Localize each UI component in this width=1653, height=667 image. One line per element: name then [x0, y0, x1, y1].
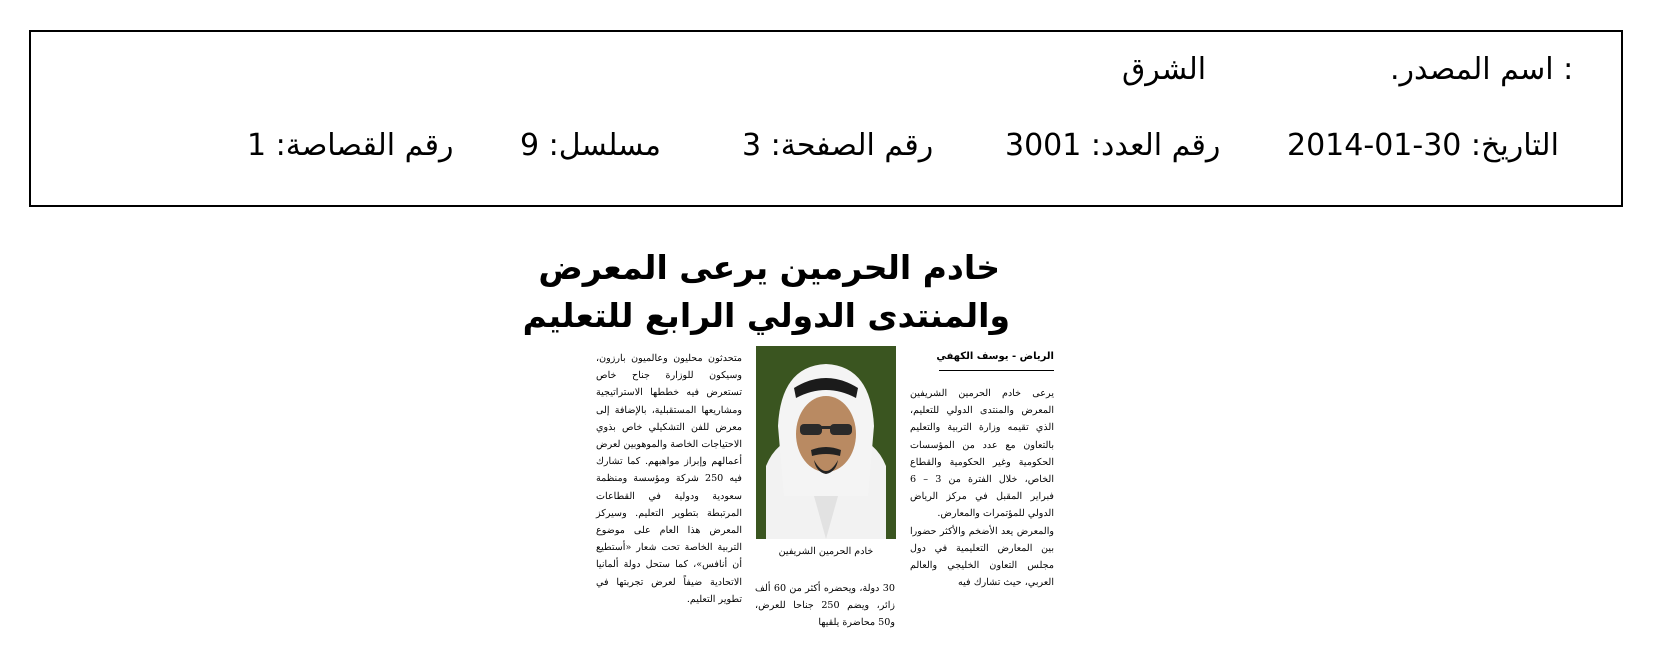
page-number-field: رقم الصفحة: 3 [742, 128, 934, 163]
source-value: الشرق [1122, 52, 1207, 87]
article-paragraph: متحدثون محليون وعالميون بارزون، وسيكون للوزارة جناح خاص تستعرض فيه خططها الاستراتيجية ومشاريعها المستقبلية، بالإضافة إلى معرض للفن التشكيلي خاص بذوي الاحتياجات الخاصة والموهوبين لعرض أعمالهم وإبراز مواهبهم. كما تشارك فيه 250 شركة ومؤسسة ومنظمة سعودية ودولية في القطاعات المرتبطة بتطوير التعليم. وسيركز المعرض هذا العام على موضوع التربية الخاصة تحت شعار «أستطيع أن أنافس»، كما ستحل دولة ألمانيا الاتحادية ضيفاً لعرض تجربتها في تطوير التعليم. [596, 353, 742, 605]
headline-line-2: والمنتدى الدولي الرابع للتعليم [522, 296, 1010, 335]
article-column-middle [755, 580, 895, 632]
article-paragraph: والمعرض يعد الأضخم والأكثر حضورا بين المعارض التعليمية في دول مجلس التعاون الخليجي والعالم العربي، حيث تشارك فيه [910, 525, 1054, 589]
clipping-header-box [29, 30, 1623, 207]
date-field: التاريخ: 30-01-2014 [1287, 128, 1559, 163]
article-paragraph: يرعى خادم الحرمين الشريفين المعرض والمنتدى الدولي للتعليم، الذي تقيمه وزارة التربية والتعليم بالتعاون مع عدد من المؤسسات الحكومية وغير الحكومية والقطاع الخاص، خلال الفترة من 3 – 6 فبراير المقبل في مركز الرياض الدولي للمؤتمرات والمعارض. [910, 388, 1054, 520]
headline-line-1: خادم الحرمين يرعى المعرض [538, 248, 1000, 287]
clip-number-field: رقم القصاصة: 1 [247, 128, 454, 163]
issue-number-field: رقم العدد: 3001 [1005, 128, 1221, 163]
photo-caption: خادم الحرمين الشريفين [778, 546, 874, 557]
byline: الرياض - يوسف الكهفي [936, 351, 1054, 362]
serial-field: مسلسل: 9 [520, 128, 661, 163]
article-column-left [596, 350, 742, 608]
article-column-right [910, 348, 1054, 591]
source-label: .اسم المصدر : [1390, 52, 1574, 87]
portrait-photo [756, 346, 896, 539]
byline-divider [939, 370, 1054, 371]
article-paragraph: 30 دولة، ويحضره أكثر من 60 ألف زائر، ويضم 250 جناحا للعرض، و50 محاضرة يلقيها [755, 583, 896, 629]
portrait-illustration [756, 346, 896, 539]
